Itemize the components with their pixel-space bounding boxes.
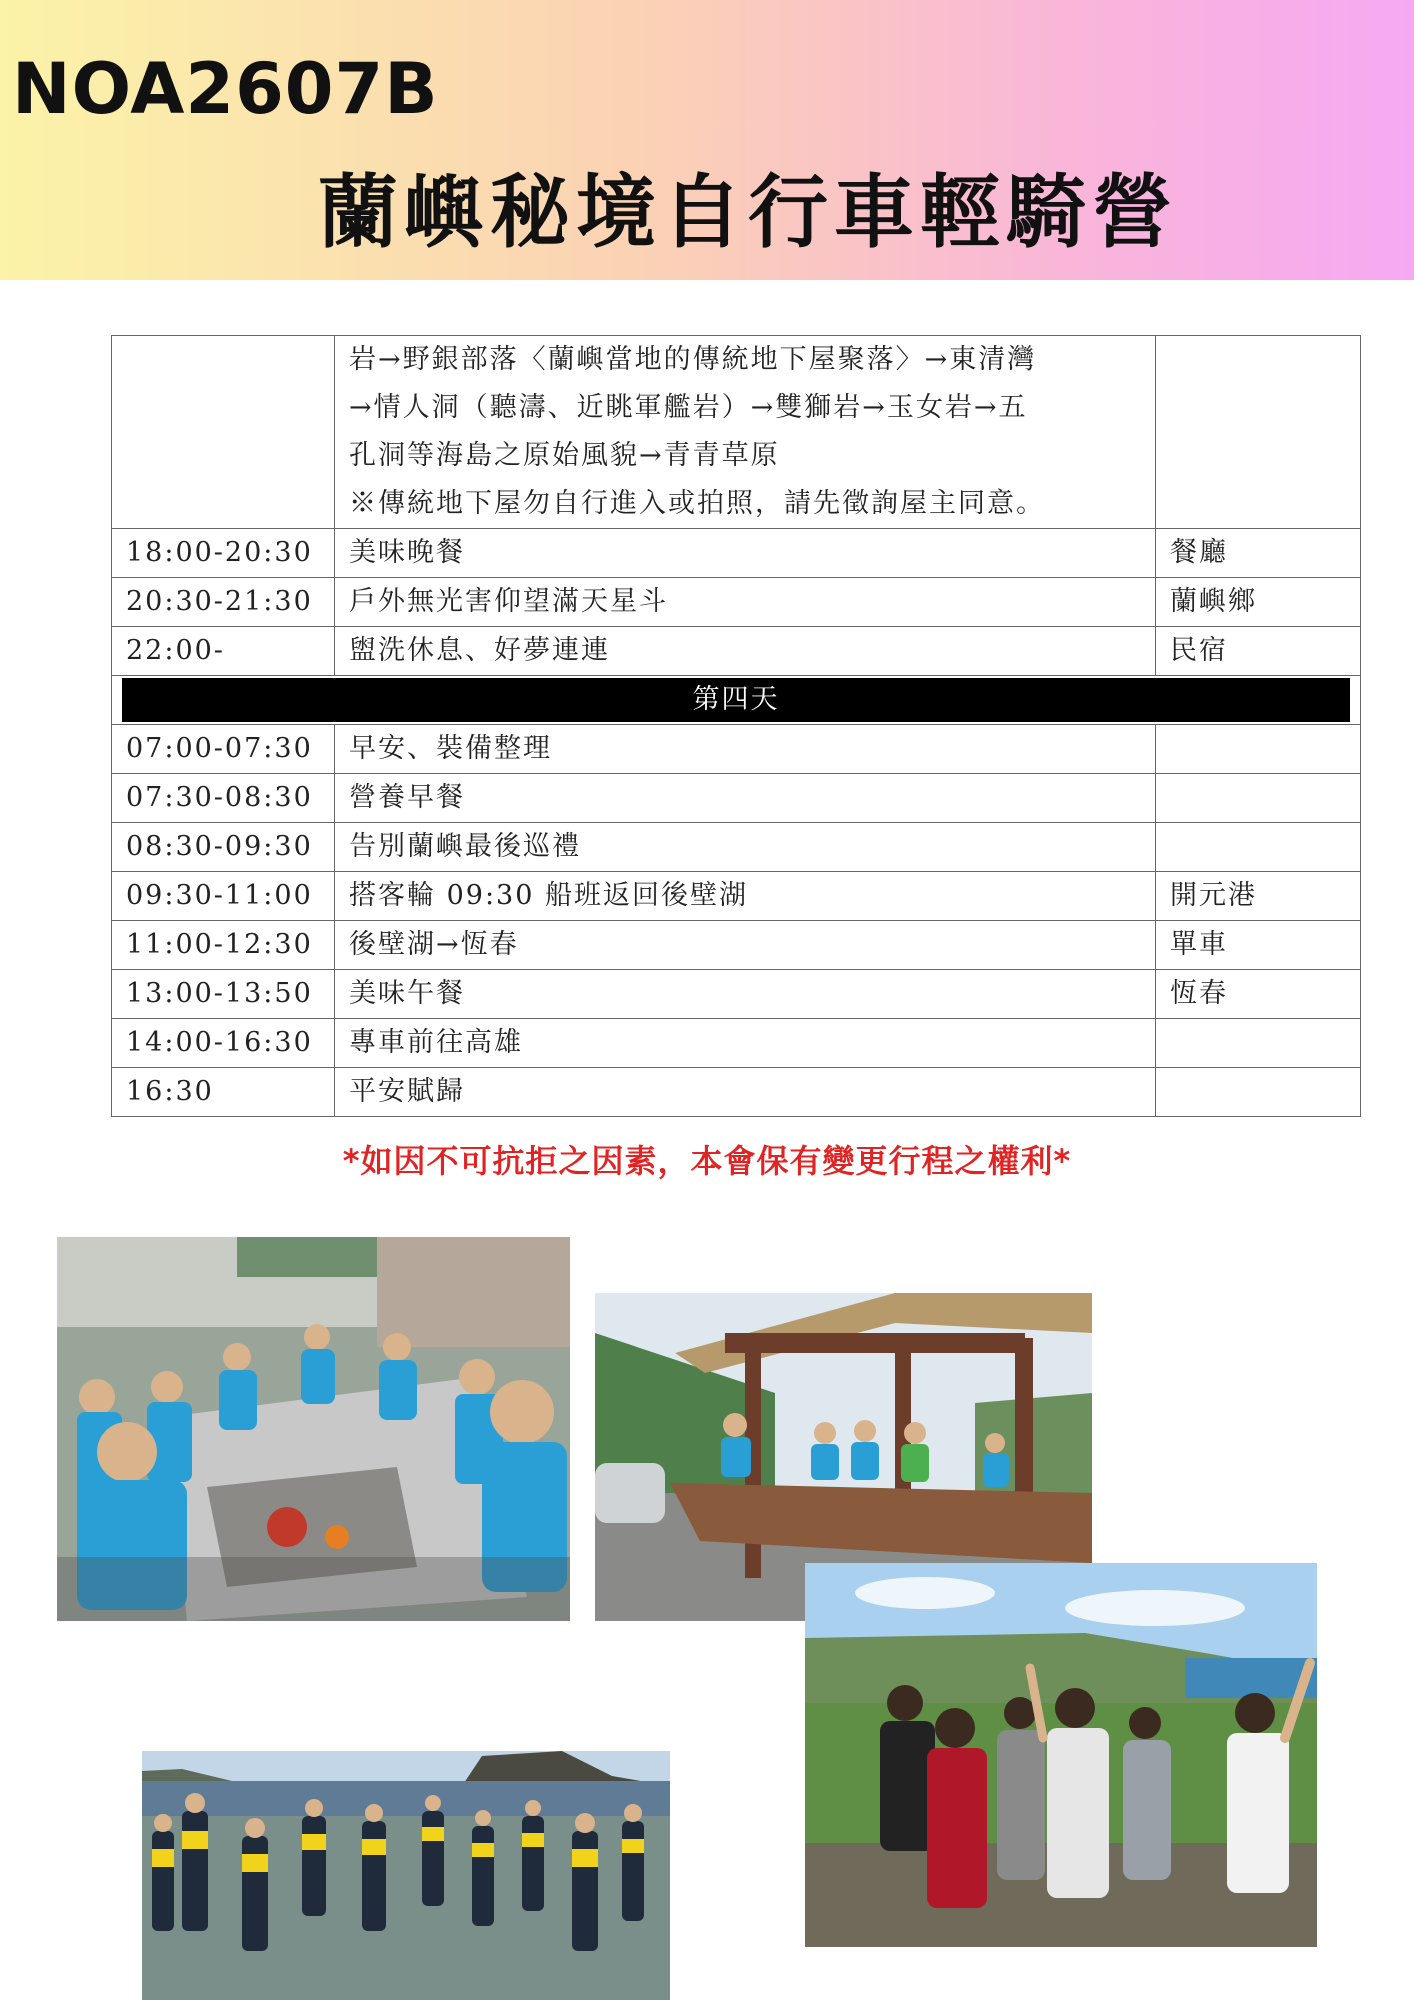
location-cell: 單車 (1156, 921, 1361, 970)
time-cell: 16:30 (112, 1068, 335, 1117)
time-cell: 22:00- (112, 627, 335, 676)
time-cell: 14:00-16:30 (112, 1019, 335, 1068)
time-cell: 07:30-08:30 (112, 774, 335, 823)
table-row (112, 336, 1361, 529)
activity-cell: 盥洗休息、好夢連連 (335, 627, 1156, 676)
location-cell (1156, 774, 1361, 823)
day-label: 第四天 (122, 678, 1350, 722)
activity-line: 岩→野銀部落〈蘭嶼當地的傳統地下屋聚落〉→東清灣 (349, 344, 1037, 375)
day-header-row (112, 676, 1361, 725)
photo-tidepool-image (142, 1751, 670, 2000)
activity-cell: 告別蘭嶼最後巡禮 (335, 823, 1156, 872)
table-row (112, 1019, 1361, 1068)
location-cell: 餐廳 (1156, 529, 1361, 578)
activity-cell (335, 336, 1156, 529)
location-cell (1156, 336, 1361, 529)
table-row (112, 921, 1361, 970)
table-row (112, 872, 1361, 921)
time-cell: 18:00-20:30 (112, 529, 335, 578)
itinerary-table (111, 335, 1361, 1117)
table-row (112, 529, 1361, 578)
photo-hill-viewpoint (805, 1563, 1317, 1947)
location-cell (1156, 1068, 1361, 1117)
page-title: 蘭嶼秘境自行車輕騎營 (318, 166, 1178, 259)
location-cell: 蘭嶼鄉 (1156, 578, 1361, 627)
time-cell: 07:00-07:30 (112, 725, 335, 774)
activity-cell: 專車前往高雄 (335, 1019, 1156, 1068)
time-cell: 20:30-21:30 (112, 578, 335, 627)
location-cell: 開元港 (1156, 872, 1361, 921)
activity-cell: 搭客輪 09:30 船班返回後壁湖 (335, 872, 1156, 921)
time-cell (112, 336, 335, 529)
table-row (112, 970, 1361, 1019)
photo-group-dinner-image (57, 1237, 570, 1621)
activity-cell: 戶外無光害仰望滿天星斗 (335, 578, 1156, 627)
location-cell: 民宿 (1156, 627, 1361, 676)
location-cell (1156, 725, 1361, 774)
header-banner (0, 0, 1414, 280)
location-cell (1156, 823, 1361, 872)
activity-cell: 美味晚餐 (335, 529, 1156, 578)
table-row (112, 774, 1361, 823)
activity-cell: 早安、裝備整理 (335, 725, 1156, 774)
tour-code: NOA2607B (12, 48, 439, 130)
photo-group-dinner (57, 1237, 570, 1621)
day-header-cell (112, 676, 1361, 725)
table-row (112, 627, 1361, 676)
activity-cell: 後壁湖→恆春 (335, 921, 1156, 970)
photo-tide-pool (142, 1751, 670, 2000)
time-cell: 11:00-12:30 (112, 921, 335, 970)
table-row (112, 578, 1361, 627)
table-row (112, 823, 1361, 872)
activity-cell: 營養早餐 (335, 774, 1156, 823)
activity-cell: 平安賦歸 (335, 1068, 1156, 1117)
activity-cell: 美味午餐 (335, 970, 1156, 1019)
activity-note: ※傳統地下屋勿自行進入或拍照，請先徵詢屋主同意。 (349, 488, 1045, 519)
photo-viewpoint-image (805, 1563, 1317, 1947)
disclaimer-notice: *如因不可抗拒之因素，本會保有變更行程之權利* (342, 1142, 1072, 1180)
activity-line: →情人洞（聽濤、近眺軍艦岩）→雙獅岩→玉女岩→五 (349, 392, 1028, 423)
table-row (112, 1068, 1361, 1117)
location-cell (1156, 1019, 1361, 1068)
activity-line: 孔洞等海島之原始風貌→青青草原 (349, 440, 780, 471)
time-cell: 09:30-11:00 (112, 872, 335, 921)
time-cell: 13:00-13:50 (112, 970, 335, 1019)
table-row (112, 725, 1361, 774)
location-cell: 恆春 (1156, 970, 1361, 1019)
time-cell: 08:30-09:30 (112, 823, 335, 872)
